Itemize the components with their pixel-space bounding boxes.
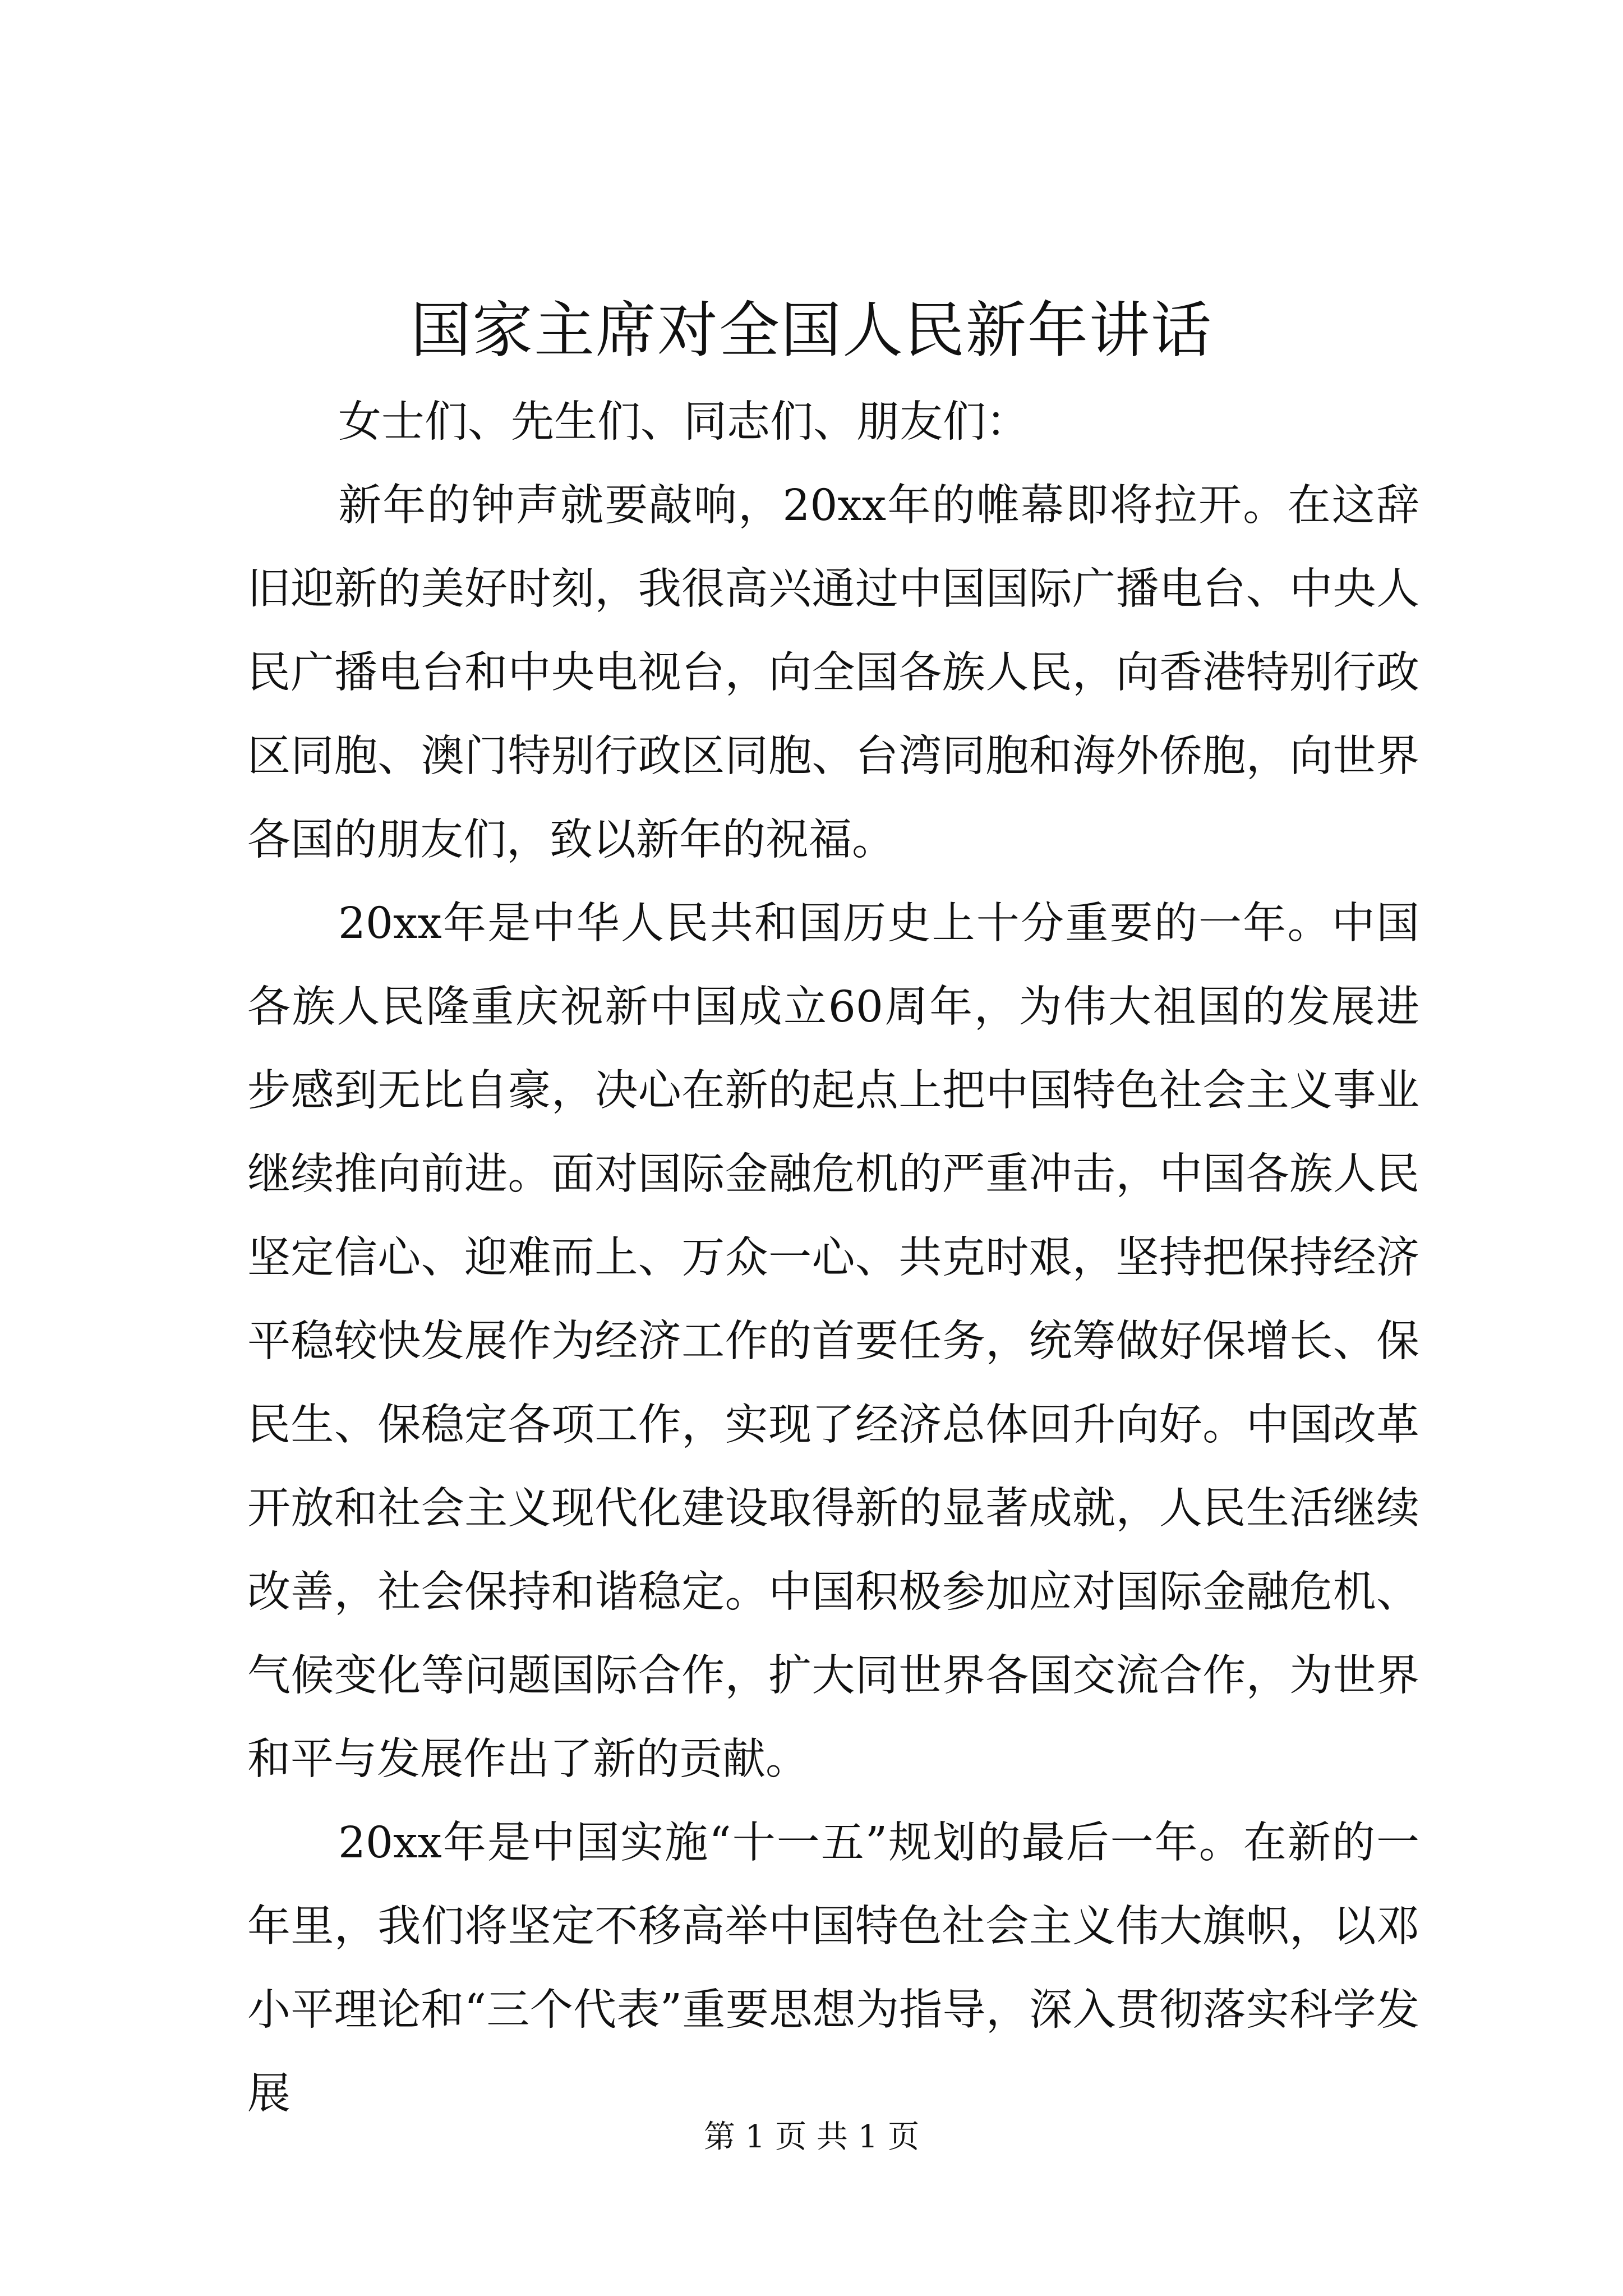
paragraph-2: 20xx年是中华人民共和国历史上十分重要的一年。中国各族人民隆重庆祝新中国成立60周年，为伟大祖国的发展进步感到无比自豪，决心在新的起点上把中国特色社会主义事业继续推向前进。面对国际金融危机的严重冲击，中国各族人民坚定信心、迎难而上、万众一心、共克时艰，坚持把保持经济平稳较快发展作为经济工作的首要任务，统筹做好保增长、保民生、保稳定各项工作，实现了经济总体回升向好。中国改革开放和社会主义现代化建设取得新的显著成就，人民生活继续改善，社会保持和谐稳定。中国积极参加应对国际金融危机、气候变化等问题国际合作，扩大同世界各国交流合作，为世界和平与发展作出了新的贡献。 <box>247 899 1419 1784</box>
document-title: 国家主席对全国人民新年讲话 <box>410 296 1212 366</box>
salutation: 女士们、先生们、同志们、朋友们： <box>338 397 1029 447</box>
paragraph-3: 20xx年是中国实施“十一五”规划的最后一年。在新的一年里，我们将坚定不移高举中国特色社会主义伟大旗帜，以邓小平理论和“三个代表”重要思想为指导，深入贯彻落实科学发展 <box>247 1818 1419 2119</box>
document-body <box>247 380 1419 2136</box>
page-footer: 第 1 页 共 1 页 <box>703 2119 920 2155</box>
paragraph-1: 新年的钟声就要敲响，20xx年的帷幕即将拉开。在这辞旧迎新的美好时刻，我很高兴通过中国国际广播电台、中央人民广播电台和中央电视台，向全国各族人民，向香港特别行政区同胞、澳门特别行政区同胞、台湾同胞和海外侨胞，向世界各国的朋友们，致以新年的祝福。 <box>247 481 1419 865</box>
